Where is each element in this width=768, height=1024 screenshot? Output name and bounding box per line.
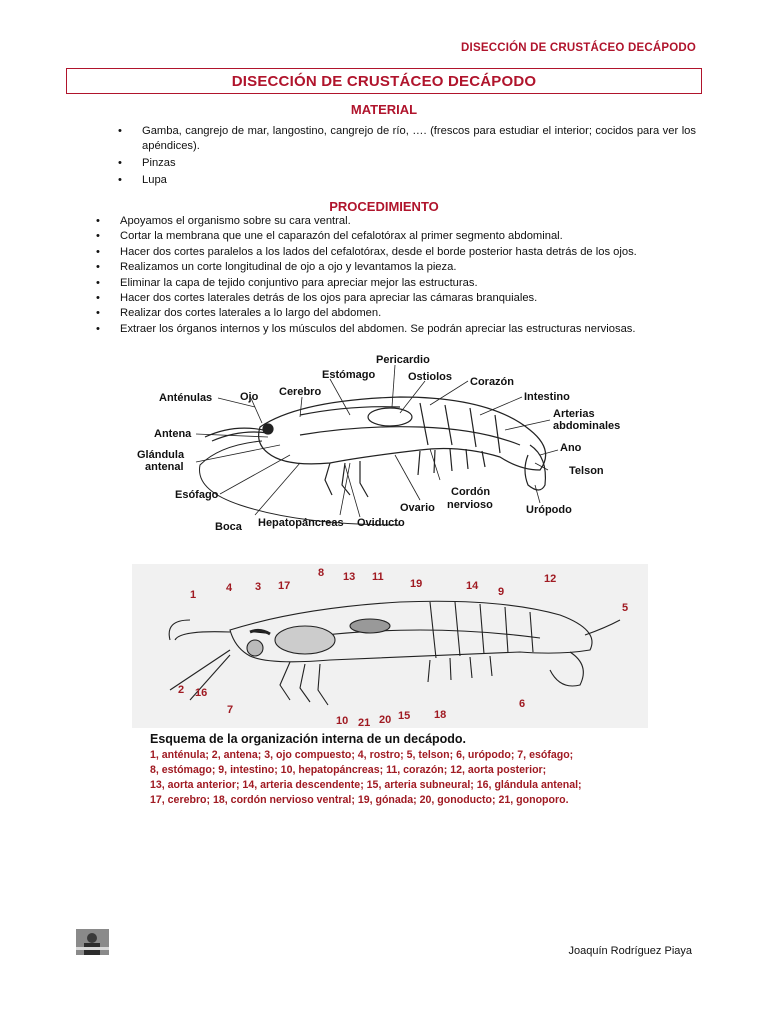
procedure-step: • Realizamos un corte longitudinal de ojo a ojo y levantamos la pieza. xyxy=(96,260,716,275)
num-12: 12 xyxy=(544,573,557,585)
label-intestino: Intestino xyxy=(524,391,570,403)
label-ovario: Ovario xyxy=(400,502,435,514)
label-uropodo: Urópodo xyxy=(526,504,572,516)
procedure-step: • Cortar la membrana que une el caparazón del cefalotórax al primer segmento abdominal. xyxy=(96,229,716,244)
label-cerebro: Cerebro xyxy=(279,386,322,398)
label-arterias: Arterias xyxy=(553,408,595,420)
label-antenulas: Anténulas xyxy=(159,392,213,404)
label-nervioso: nervioso xyxy=(447,499,493,511)
num-21: 21 xyxy=(358,717,371,729)
figure-decapod-internal xyxy=(0,560,768,732)
num-1: 1 xyxy=(190,589,197,601)
num-20: 20 xyxy=(379,714,392,726)
procedure-step: • Hacer dos cortes paralelos a los lados del cefalotórax, desde el borde posterior hasta detrás de los ojos. xyxy=(96,245,716,260)
num-11: 11 xyxy=(372,571,384,583)
num-8: 8 xyxy=(318,567,325,579)
num-16: 16 xyxy=(195,687,208,699)
author-name: Joaquín Rodríguez Piaya xyxy=(568,945,692,957)
label-hepatopancreas: Hepatopáncreas xyxy=(258,517,344,529)
num-15: 15 xyxy=(398,710,411,722)
caption-line: 1, anténula; 2, antena; 3, ojo compuesto; 4, rostro; 5, telson; 6, urópodo; 7, esófago; xyxy=(150,749,574,761)
num-14: 14 xyxy=(466,580,479,592)
procedure-heading: PROCEDIMIENTO xyxy=(329,199,439,214)
num-18: 18 xyxy=(434,709,447,721)
num-7: 7 xyxy=(227,704,234,716)
num-3: 3 xyxy=(255,581,262,593)
procedure-step: • Realizar dos cortes laterales a lo largo del abdomen. xyxy=(96,306,716,321)
label-ojo: Ojo xyxy=(240,391,259,403)
procedure-step: • Apoyamos el organismo sobre su cara ventral. xyxy=(96,214,716,229)
procedure-step: • Eliminar la capa de tejido conjuntivo para apreciar mejor las estructuras. xyxy=(96,276,716,291)
running-header: DISECCIÓN DE CRUSTÁCEO DECÁPODO xyxy=(461,42,696,54)
label-esofago: Esófago xyxy=(175,489,219,501)
label-estomago: Estómago xyxy=(322,369,376,381)
label-boca: Boca xyxy=(215,521,242,533)
num-4: 4 xyxy=(226,582,233,594)
figure-shrimp-anatomy xyxy=(0,345,768,540)
label-corazon: Corazón xyxy=(470,376,514,388)
material-list xyxy=(118,124,696,189)
label-cordon: Cordón xyxy=(451,486,491,498)
procedure-step: • Extraer los órganos internos y los músculos del abdomen. Se podrán apreciar las estructuras nerviosas. xyxy=(96,322,716,337)
num-19: 19 xyxy=(410,578,423,590)
material-item: • Pinzas xyxy=(118,156,696,171)
num-9: 9 xyxy=(498,586,505,598)
label-pericardio: Pericardio xyxy=(376,354,430,366)
material-item: • Lupa xyxy=(118,173,696,188)
material-item: • Gamba, cangrejo de mar, langostino, cangrejo de río, …. (frescos para estudiar el interior; cocidos para ver los apéndices). xyxy=(118,124,696,154)
num-5: 5 xyxy=(622,602,629,614)
label-abdominales: abdominales xyxy=(553,420,621,432)
num-13: 13 xyxy=(343,571,356,583)
caption-line: 13, aorta anterior; 14, arteria descendente; 15, arteria subneural; 16, glándula antenal; xyxy=(150,779,582,791)
material-heading: MATERIAL xyxy=(350,102,418,117)
label-telson: Telson xyxy=(569,465,604,477)
label-antenal: antenal xyxy=(145,461,184,473)
label-oviducto: Oviducto xyxy=(357,517,405,529)
num-10: 10 xyxy=(336,715,349,727)
label-antena: Antena xyxy=(154,428,192,440)
figure-caption xyxy=(150,748,650,808)
label-ostiolos: Ostiolos xyxy=(408,371,453,383)
procedure-step: • Hacer dos cortes laterales detrás de los ojos para apreciar las cámaras branquiales. xyxy=(96,291,716,306)
figure-caption-title: Esquema de la organización interna de un decápodo. xyxy=(150,732,467,746)
caption-line: 17, cerebro; 18, cordón nervioso ventral; 19, gónada; 20, gonoducto; 21, gonoporo. xyxy=(150,794,569,806)
num-2: 2 xyxy=(178,684,185,696)
label-glandula: Glándula xyxy=(137,449,185,461)
num-6: 6 xyxy=(519,698,526,710)
document-title-box xyxy=(66,68,702,94)
num-17: 17 xyxy=(278,580,291,592)
author-photo xyxy=(76,929,109,955)
procedure-list xyxy=(96,214,716,337)
document-title: DISECCIÓN DE CRUSTÁCEO DECÁPODO xyxy=(231,72,537,90)
label-ano: Ano xyxy=(560,442,582,454)
caption-line: 8, estómago; 9, intestino; 10, hepatopáncreas; 11, corazón; 12, aorta posterior; xyxy=(150,764,547,776)
